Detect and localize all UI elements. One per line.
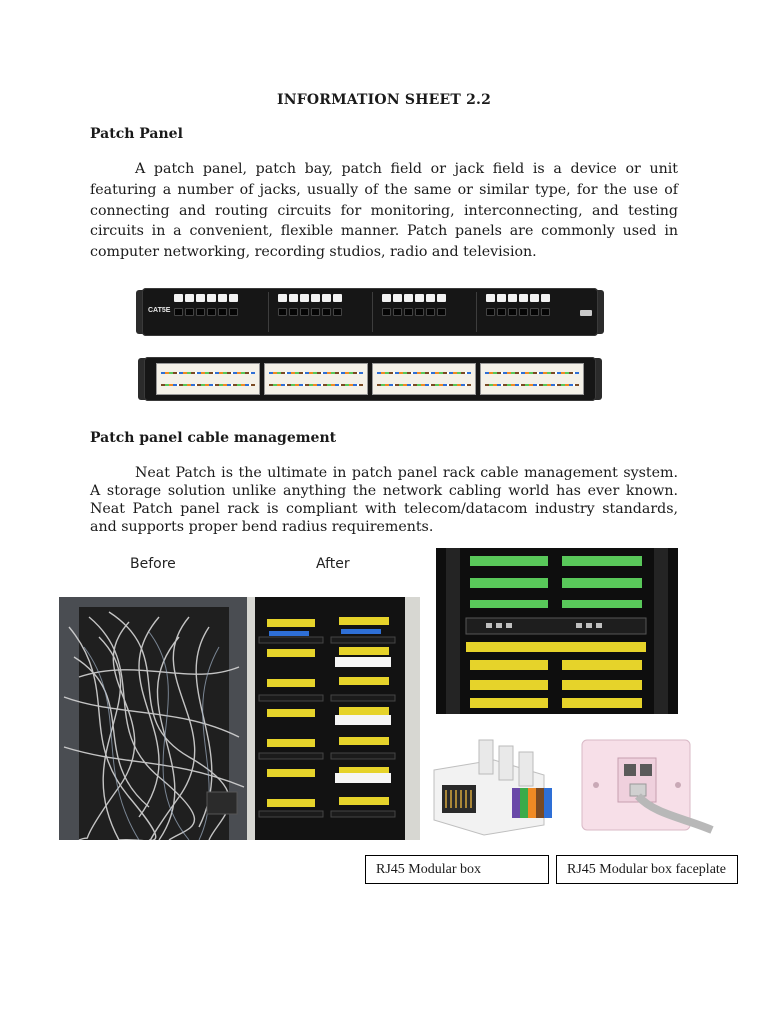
wire-stripe xyxy=(377,372,471,374)
port xyxy=(218,308,227,316)
port-row-bottom-4 xyxy=(486,308,550,316)
brand-logo-icon xyxy=(580,310,592,316)
port xyxy=(322,308,331,316)
port xyxy=(185,294,194,302)
punchdown-block-2 xyxy=(264,363,368,395)
port xyxy=(426,308,435,316)
wire-stripe xyxy=(485,372,579,374)
rj45-modular-box-photo xyxy=(424,730,574,838)
organized-rack-illustration xyxy=(247,597,420,840)
port xyxy=(207,294,216,302)
port-row-top-1 xyxy=(174,294,238,302)
port xyxy=(229,308,238,316)
port xyxy=(530,308,539,316)
port xyxy=(519,294,528,302)
port xyxy=(497,294,506,302)
port xyxy=(382,294,391,302)
port xyxy=(530,294,539,302)
port xyxy=(311,294,320,302)
port-row-top-3 xyxy=(382,294,446,302)
panel-divider xyxy=(372,292,373,332)
port xyxy=(278,294,287,302)
port xyxy=(486,308,495,316)
port xyxy=(278,308,287,316)
port xyxy=(437,294,446,302)
before-label: Before xyxy=(130,556,176,572)
port xyxy=(508,294,517,302)
organized-rack-closeup-photo xyxy=(436,548,678,714)
faceplate-illustration xyxy=(574,730,714,842)
port-row-top-4 xyxy=(486,294,550,302)
port xyxy=(415,308,424,316)
punchdown-block-1 xyxy=(156,363,260,395)
port xyxy=(196,308,205,316)
cable-management-paragraph: Neat Patch is the ultimate in patch panel rack cable management system. A storage solution unlike anything the network cabling world has ever known. Neat Patch panel rack is compliant with telecom/datacom industry standards, and supports proper bend radius requirements. xyxy=(90,465,678,535)
after-label: After xyxy=(316,556,350,572)
port-row-bottom-3 xyxy=(382,308,446,316)
before-rack-photo xyxy=(59,597,247,840)
wire-stripe xyxy=(269,384,363,386)
port-row-top-2 xyxy=(278,294,342,302)
patch-panel-front-image xyxy=(136,288,604,336)
port xyxy=(289,294,298,302)
messy-cables-illustration xyxy=(59,597,247,840)
wire-stripe xyxy=(377,384,471,386)
punchdown-block-4 xyxy=(480,363,584,395)
patch-panel-paragraph: A patch panel, patch bay, patch field or jack field is a device or unit featuring a number of jacks, usually of the same or similar type, for the use of connecting and routing circuits for monitoring, interconnecting, and testing circuits in a convenient, flexible manner. Patch panels are commonly used in computer networking, recording studios, radio and television. xyxy=(90,161,678,261)
wire-stripe xyxy=(269,372,363,374)
port xyxy=(322,294,331,302)
port xyxy=(229,294,238,302)
port xyxy=(196,294,205,302)
port xyxy=(185,308,194,316)
port xyxy=(333,308,342,316)
port xyxy=(404,308,413,316)
port xyxy=(218,294,227,302)
patch-panel-rear xyxy=(144,357,596,401)
port xyxy=(174,308,183,316)
cat5e-label: CAT5E xyxy=(148,307,171,314)
port xyxy=(541,308,550,316)
wire-stripe xyxy=(485,384,579,386)
wire-stripe xyxy=(161,384,255,386)
port xyxy=(415,294,424,302)
wire-stripe xyxy=(161,372,255,374)
panel-divider xyxy=(476,292,477,332)
rack-closeup-illustration xyxy=(436,548,678,714)
port xyxy=(300,294,309,302)
rj45-faceplate-photo xyxy=(574,730,714,842)
port xyxy=(508,308,517,316)
after-rack-photo xyxy=(247,597,420,840)
punchdown-block-3 xyxy=(372,363,476,395)
page-title: INFORMATION SHEET 2.2 xyxy=(276,92,492,108)
port xyxy=(311,308,320,316)
port xyxy=(333,294,342,302)
section-heading-cable-management: Patch panel cable management xyxy=(90,430,337,446)
patch-panel-rear-image xyxy=(138,357,602,401)
port xyxy=(519,308,528,316)
port xyxy=(393,294,402,302)
port xyxy=(393,308,402,316)
port xyxy=(497,308,506,316)
port xyxy=(207,308,216,316)
patch-panel-front xyxy=(142,288,598,336)
port xyxy=(426,294,435,302)
port xyxy=(300,308,309,316)
caption-rj45-faceplate: RJ45 Modular box faceplate xyxy=(556,855,738,884)
port xyxy=(404,294,413,302)
port xyxy=(437,308,446,316)
port-row-bottom-2 xyxy=(278,308,342,316)
rj45-keystone-illustration xyxy=(424,730,574,838)
port xyxy=(541,294,550,302)
port xyxy=(486,294,495,302)
port-row-bottom-1 xyxy=(174,308,238,316)
panel-divider xyxy=(268,292,269,332)
port xyxy=(289,308,298,316)
port xyxy=(174,294,183,302)
caption-rj45-modular-box: RJ45 Modular box xyxy=(365,855,549,884)
section-heading-patch-panel: Patch Panel xyxy=(90,126,183,142)
port xyxy=(382,308,391,316)
